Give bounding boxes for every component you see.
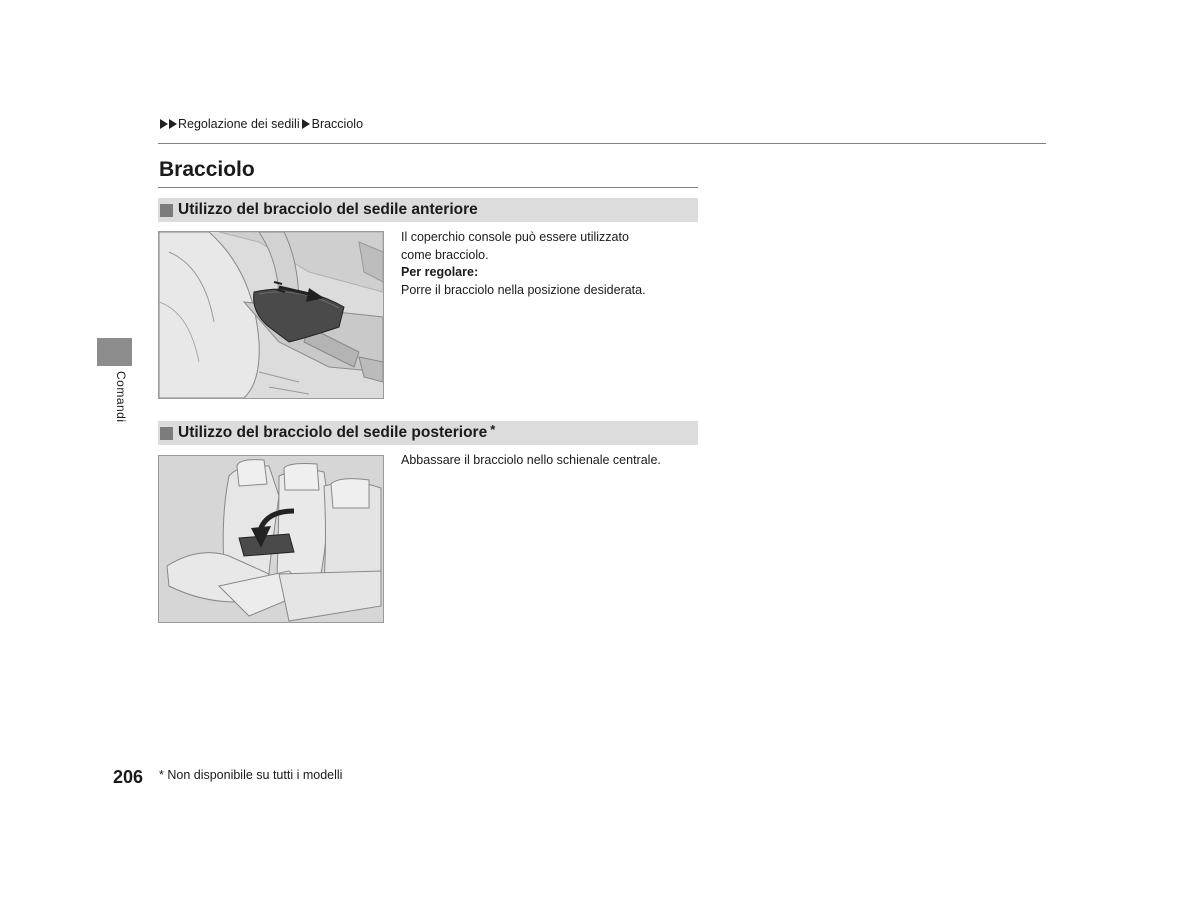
section-square-icon xyxy=(160,427,173,440)
page-number: 206 xyxy=(113,767,144,787)
section-title: Utilizzo del bracciolo del sedile anteriore xyxy=(178,201,478,218)
footnote: * Non disponibile su tutti i modelli xyxy=(159,768,343,782)
page-title: Bracciolo xyxy=(159,158,255,181)
breadcrumb-arrow-icon xyxy=(160,119,168,129)
chapter-tab-label: Comandi xyxy=(114,371,128,423)
breadcrumb-arrow-icon xyxy=(302,119,310,129)
front-armrest-illustration xyxy=(158,231,384,399)
description-line: come bracciolo. xyxy=(401,247,489,262)
adjust-subheading: Per regolare: xyxy=(401,265,479,279)
breadcrumb-arrow-icon xyxy=(169,119,177,129)
breadcrumb-item-armrest[interactable]: Bracciolo xyxy=(311,117,364,131)
rear-armrest-illustration xyxy=(158,455,384,623)
chapter-tab-marker xyxy=(97,338,132,366)
breadcrumb xyxy=(160,117,363,131)
section-title: Utilizzo del bracciolo del sedile posteriore xyxy=(178,424,488,441)
header-divider xyxy=(158,143,1046,144)
section-header-front-armrest xyxy=(158,198,698,222)
description-line: Abbassare il bracciolo nello schienale centrale. xyxy=(401,453,661,467)
availability-asterisk: * xyxy=(490,421,496,437)
description-line: Il coperchio console può essere utilizzato xyxy=(401,230,629,244)
description-line: Porre il bracciolo nella posizione desiderata. xyxy=(401,282,646,297)
rear-armrest-description xyxy=(401,452,661,470)
section-header-rear-armrest xyxy=(158,421,698,445)
breadcrumb-item-seat-adjustment[interactable]: Regolazione dei sedili xyxy=(178,117,300,131)
section-square-icon xyxy=(160,204,173,217)
title-divider xyxy=(158,187,698,188)
front-armrest-description xyxy=(401,229,646,299)
